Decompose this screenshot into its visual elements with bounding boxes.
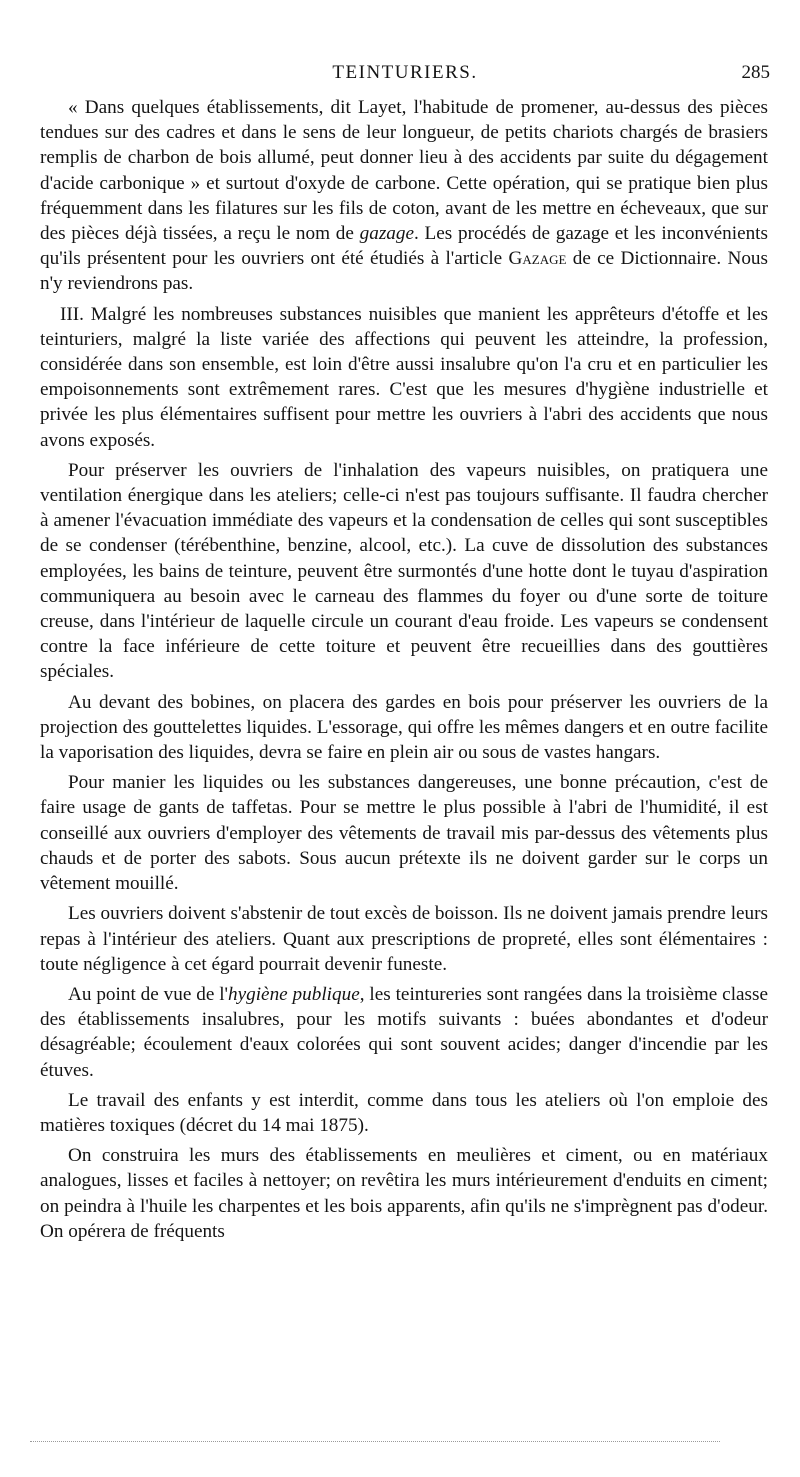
text-run: , les teintureries sont rangées dans la troisième classe des établissements insalubres, pour les motifs suivants : buées abondantes et d'odeur désagréable; écoulement d'eaux colorées qui sont souvent acides; danger d'incendie par les étuves.	[40, 983, 769, 1081]
page-number: 285	[741, 62, 770, 83]
text-run: III. Malgré les nombreuses substances nuisibles que manient les apprêteurs d'étoffe et les teinturiers, malgré la liste variée des affections qui peuvent les atteindre, la profession, considérée dans son ensemble, est loin d'être aussi insalubre qu'on l'a cru et en particulier les empoisonnements sont extrêmement rares. C'est que les mesures d'hygiène industrielle et privée les plus élémentaires suffisent pour mettre les ouvriers à l'abri des accidents que nous avons exposés.	[40, 303, 768, 451]
bottom-rule	[30, 1441, 720, 1442]
paragraph	[40, 770, 768, 896]
italic-text: hygiène publique	[228, 983, 360, 1005]
running-title: TEINTURIERS.	[332, 62, 478, 83]
paragraph	[40, 982, 768, 1083]
text-run: . Les procédés de gazage et les inconvénients qu'ils présentent pour les ouvriers ont été étudiés à l'article	[40, 223, 768, 270]
text-run: Le travail des enfants y est interdit, comme dans tous les ateliers où l'on emploie des matières toxiques (décret du 14 mai 1875).	[40, 1089, 768, 1136]
small-caps-text: Gazage	[508, 248, 567, 270]
running-head	[40, 62, 770, 90]
text-run: Au point de vue de l'	[68, 983, 229, 1005]
text-run: Pour manier les liquides ou les substances dangereuses, une bonne précaution, c'est de faire usage de gants de taffetas. Pour se mettre le plus possible à l'abri de l'humidité, il est conseillé aux ouvriers d'employer des vêtements de travail mis par-dessus des vêtements plus chauds et de porter des sabots. Sous aucun prétexte ils ne doivent garder sur le corps un vêtement mouillé.	[40, 772, 768, 895]
text-run: « Dans quelques établissements, dit Layet, l'habitude de promener, au-dessus des pièces tendues sur des cadres et dans le sens de leur longueur, de petits chariots chargés de brasiers remplis de charbon de bois allumé, peut donner lieu à des accidents par suite du dégagement d'acide carbonique » et surtout d'oxyde de carbone. Cette opération, qui se pratique bien plus fréquemment dans les filatures sur les fils de coton, avant de les mettre en écheveaux, que sur des pièces déjà tissées, a reçu le nom de	[40, 97, 768, 245]
paragraph	[40, 901, 768, 977]
paragraph	[40, 1088, 768, 1138]
paragraph	[40, 95, 768, 297]
text-run: Pour préserver les ouvriers de l'inhalation des vapeurs nuisibles, on pratiquera une ventilation énergique dans les ateliers; celle-ci n'est pas toujours suffisante. Il faudra chercher à amener l'évacuation immédiate des vapeurs et la condensation de celles qui sont susceptibles de se condenser (térébenthine, benzine, alcool, etc.). La cuve de dissolution des substances employées, les bains de teinture, peuvent être surmontés d'une hotte dont le tuyau d'aspiration communiquera au besoin avec le carneau des flammes du foyer ou d'une sorte de toiture creuse, dans l'intérieur de laquelle circule un courant d'eau froide. Les vapeurs se condensent contre la face inférieure de cette toiture et peuvent être recueillies dans des gouttières spéciales.	[40, 459, 768, 683]
italic-text: gazage	[359, 223, 414, 245]
paragraph	[40, 1143, 768, 1244]
body-text	[40, 95, 768, 1249]
text-run: de ce Dictionnaire. Nous n'y reviendrons pas.	[40, 248, 768, 295]
paragraph	[40, 458, 768, 685]
paragraph	[40, 302, 768, 453]
text-run: Les ouvriers doivent s'abstenir de tout excès de boisson. Ils ne doivent jamais prendre leurs repas à l'intérieur des ateliers. Quant aux prescriptions de propreté, elles sont élémentaires : toute négligence à cet égard pourrait devenir funeste.	[40, 903, 768, 975]
paragraph	[40, 690, 768, 766]
text-run: On construira les murs des établissements en meulières et ciment, ou en matériaux analogues, lisses et faciles à nettoyer; on revêtira les murs intérieurement d'enduits en ciment; on peindra à l'huile les charpentes et les bois apparents, afin qu'ils ne s'imprègnent pas d'odeur. On opérera de fréquents	[40, 1145, 768, 1242]
text-run: Au devant des bobines, on placera des gardes en bois pour préserver les ouvriers de la projection des gouttelettes liquides. L'essorage, qui offre les mêmes dangers et en outre facilite la vaporisation des liquides, devra se faire en plein air ou sous de vastes hangars.	[40, 691, 768, 764]
